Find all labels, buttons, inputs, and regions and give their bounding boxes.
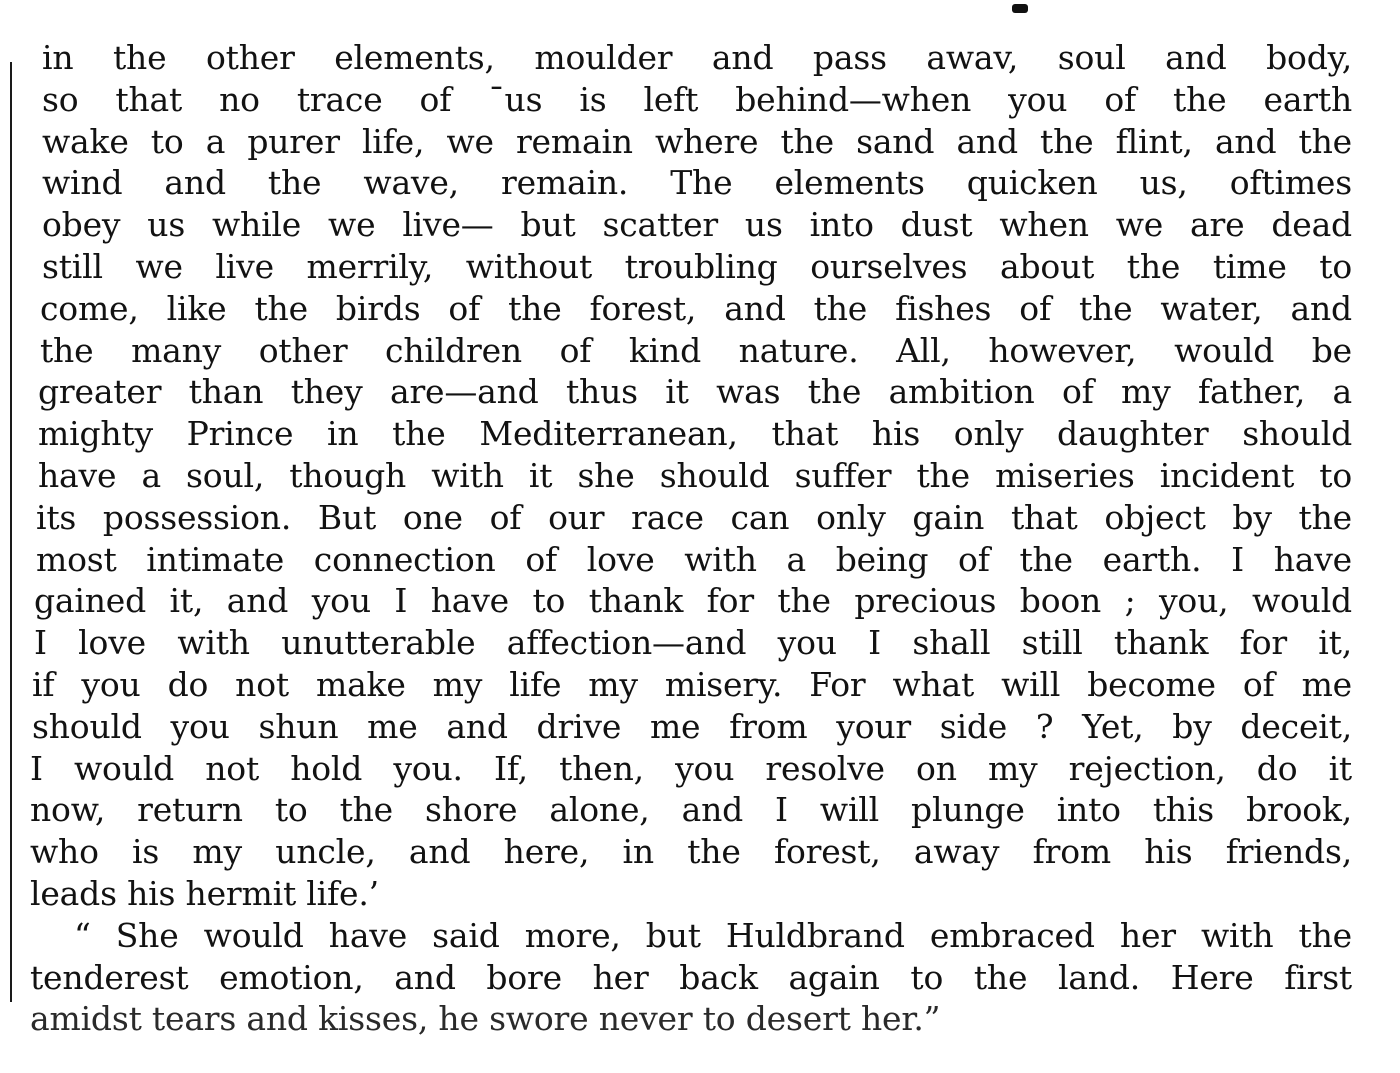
text-line: wake to a purer life, we remain where the sand and the flint, and the [42,121,1352,161]
article-text [30,37,1352,1040]
text-line: most intimate connection of love with a being of the earth. I have [36,539,1352,579]
text-line: its possession. But one of our race can only gain that object by the [36,497,1352,537]
text-line: gained it, and you I have to thank for the precious boon ; you, would [34,581,1352,621]
text-line: obey us while we live— but scatter us into dust when we are dead [42,205,1352,245]
text-line: come, like the birds of the forest, and the fishes of the water, and [40,288,1352,328]
text-line: now, return to the shore alone, and I will plunge into this brook, [30,790,1352,830]
paragraph-end-line: leads his hermit life.’ [30,873,379,913]
text-line: tenderest emotion, and bore her back again to the land. Here first [30,957,1352,997]
text-line: wind and the wave, remain. The elements quicken us, oftimes [42,163,1352,203]
text-line: I love with unutterable affection—and you I shall still thank for it, [34,623,1352,663]
paragraph-end-line: amidst tears and kisses, he swore never to desert her.” [30,999,941,1039]
text-line: if you do not make my life my misery. For what will become of me [32,664,1352,704]
text-line: should you shun me and drive me from your side ? Yet, by deceit, [32,706,1352,746]
column-rule [10,62,12,1002]
print-blot [1012,4,1028,13]
text-line: in the other elements, moulder and pass awav, soul and body, [42,38,1352,77]
text-line: still we live merrily, without troubling ourselves about the time to [42,246,1352,286]
text-line: I would not hold you. If, then, you resolve on my rejection, do it [30,748,1352,788]
text-line: greater than they are—and thus it was the ambition of my father, a [38,372,1352,412]
text-line: who is my uncle, and here, in the forest, away from his friends, [30,832,1352,872]
text-line: so that no trace of ˉus is left behind—when you of the earth [42,79,1352,119]
paragraph-start-line: “ She would have said more, but Huldbrand embraced her with the [74,915,1352,955]
text-line: have a soul, though with it she should suffer the miseries incident to [38,455,1352,495]
text-line: mighty Prince in the Mediterranean, that his only daughter should [38,414,1352,454]
text-line: the many other children of kind nature. All, however, would be [40,330,1352,370]
